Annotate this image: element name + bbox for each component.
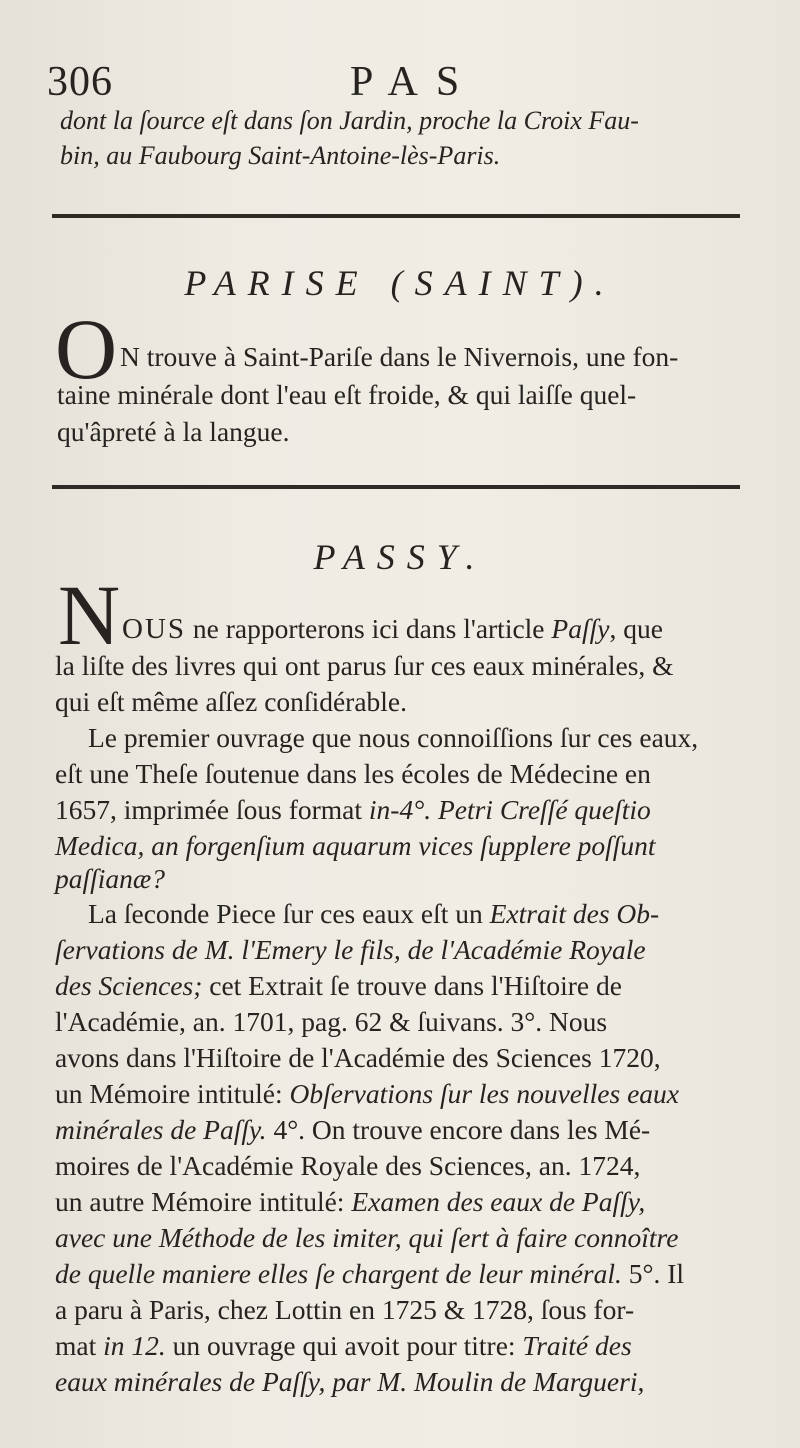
italic-run: Extrait des Ob-	[489, 898, 660, 929]
body-line: qui eſt même aſſez conſidérable.	[55, 686, 407, 717]
italic-run: minérales de Paſſy.	[55, 1114, 267, 1145]
text-run: 4°. On trouve encore dans les Mé-	[266, 1114, 651, 1145]
text-run: 5°. Il	[621, 1258, 685, 1289]
section-divider	[52, 214, 740, 218]
text-run: La ſeconde Piece ſur ces eaux eſt un	[88, 898, 490, 929]
carryover-line: dont la ſource eſt dans ſon Jardin, proche la Croix Fau-	[60, 106, 639, 135]
body-line: N trouve à Saint-Pariſe dans le Nivernois, une fon-	[120, 341, 679, 372]
italic-run: Examen des eaux de Paſſy,	[351, 1186, 646, 1217]
drop-cap: N	[58, 567, 121, 663]
text-run: ne rapporterons ici dans l'article	[186, 613, 552, 644]
body-line: Medica, an forgenſium aquarum vices ſupplere poſſunt	[55, 830, 656, 861]
body-line	[122, 615, 663, 644]
body-line	[55, 796, 651, 824]
body-line: moires de l'Académie Royale des Sciences, an. 1724,	[55, 1150, 641, 1181]
italic-run: des Sciences;	[55, 970, 203, 1001]
body-line: taine minérale dont l'eau eſt froide, & qui laiſſe quel-	[57, 379, 637, 410]
body-line: qu'âpreté à la langue.	[57, 416, 290, 447]
section-title-parise: PARISE (SAINT).	[184, 263, 616, 303]
body-line: a paru à Paris, chez Lottin en 1725 & 1728, ſous for-	[55, 1294, 635, 1325]
body-line	[55, 972, 622, 1000]
body-line: l'Académie, an. 1701, pag. 62 & ſuivans. 3°. Nous	[55, 1006, 608, 1037]
text-run: 1657, imprimée ſous format	[55, 794, 369, 825]
body-line	[88, 900, 659, 928]
italic-run: in 12.	[103, 1330, 166, 1361]
body-line: avec une Méthode de les imiter, qui ſert à faire connoître	[55, 1222, 679, 1253]
text-run: un ouvrage qui avoit pour titre:	[165, 1330, 523, 1361]
body-line: ſervations de M. l'Emery le fils, de l'Académie Royale	[55, 934, 646, 965]
body-line	[55, 1332, 632, 1360]
text-run: , que	[609, 613, 663, 644]
body-line: eaux minérales de Paſſy, par M. Moulin de Margueri,	[55, 1366, 645, 1397]
body-line: Le premier ouvrage que nous connoiſſions ſur ces eaux,	[88, 722, 699, 753]
text-run: un autre Mémoire intitulé:	[55, 1186, 352, 1217]
italic-run: de quelle maniere elles ſe chargent de leur minéral.	[55, 1258, 622, 1289]
text-run: un Mémoire intitulé:	[55, 1078, 290, 1109]
drop-cap: O	[55, 301, 118, 397]
body-line	[55, 1116, 650, 1144]
italic-run: in-4°. Petri Creſſé queſtio	[368, 794, 651, 825]
section-title-passy: PASSY.	[313, 537, 487, 577]
italic-run: Traité des	[522, 1330, 632, 1361]
italic-run: Obſervations ſur les nouvelles eaux	[289, 1078, 679, 1109]
lead-word: OUS	[122, 613, 187, 645]
section-divider	[52, 485, 740, 489]
text-run: mat	[55, 1330, 104, 1361]
italic-run: Paſſy	[551, 613, 610, 644]
body-line: avons dans l'Hiſtoire de l'Académie des Sciences 1720,	[55, 1042, 661, 1073]
page-number: 306	[47, 59, 113, 105]
body-line	[55, 1260, 684, 1288]
body-line: eſt une Theſe ſoutenue dans les écoles de Médecine en	[55, 758, 651, 789]
body-line: paſſianæ?	[55, 863, 166, 894]
body-line: la liſte des livres qui ont parus ſur ces eaux minérales, &	[55, 650, 674, 681]
carryover-line: bin, au Faubourg Saint-Antoine-lès-Paris.	[60, 141, 501, 170]
running-head: PAS	[350, 59, 478, 105]
text-run: cet Extrait ſe trouve dans l'Hiſtoire de	[202, 970, 622, 1001]
body-line	[55, 1080, 679, 1108]
body-line	[55, 1188, 645, 1216]
